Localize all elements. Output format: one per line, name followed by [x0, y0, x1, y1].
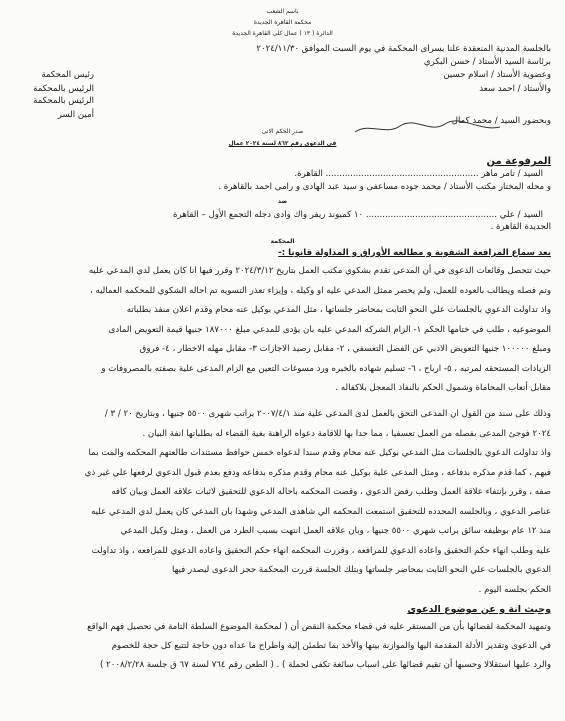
paragraph-line: الدعوي بالجلسات علي النحو الثابت بمحاضر جلساتها وبتلك الجلسة قررت المحكمة حجز الدعوى ليصدر فيها: [171, 565, 551, 575]
secretary-role: أمين السر: [57, 110, 94, 120]
paragraph-line: مقابل أتعاب المحاماة وشمول الحكم بالنفاذ المعجل بلاكفاله .: [335, 383, 551, 393]
paragraph-line: الموضوعيه ، طلب في ختامها الحكم ١- الزام الشركه المدعي عليه بان يؤدى للمدعي مبلغ ١٨٧٠٠٠ جنيها قيمة التعويض المادى: [108, 324, 551, 335]
paragraph-line: وتم فصله ويطالب بالعوده للعمل، ولم يحضر ممثل المدعي عليه او وكيله ، وإيزاء تعذر التسويه تم احاله الشكوي للمحكمه العماليه ،: [89, 285, 551, 296]
subject-heading: وحيث انة و عن موضوع الدعوى: [407, 604, 551, 615]
president-line: برئاسة السيد الأستاذ / حسن البكري: [423, 57, 551, 67]
final-paragraph-line: والرد عليها استقلالا وحسبها أن تقيم قضائها على اسباب سائغة تكفى لحملة ) . ( الطعن رقم ٧٦٤ لسنة ٦٧ ق جلسة ٢٠٠٨/٢/٢٨ ): [100, 660, 551, 670]
plaintiff-line-2: و محله المختار مكتب الأستاذ / محمد جوده مساعفى و سيد عبد الهادى و رامى احمد بالقاهرة .: [218, 182, 551, 192]
member2-role: الرئيس بالمحكمة: [33, 96, 94, 106]
paragraph-line: ومبلغ ١٠٠٠٠٠ جنيها التعويض الادبي عن الفصل التعسفي ، ٢- مقابل رصيد الاجازات ٣- مقابل مهله الاخطار ، ٤- فروق: [139, 344, 551, 354]
paragraph-line: ٢٠٢٤ فوجئ المدعى بفصله من العمل تعسفيا ، مما حدا بها للاقامة دعواه الراهنة بغية القضاء له بطلباتها انفة البيان .: [142, 428, 551, 439]
after-hearing-line: بعد سماع المرافعة الشفوية و مطالعه الأوراق و المداولة قانونا :-: [278, 248, 551, 258]
plaintiff-line-1: السيد / تامر ماهر ........................................................ القاهرة.: [294, 169, 543, 179]
handwritten-signature: [350, 118, 510, 138]
paragraph-line: عناصر الدعوي ، وبالجلسه المحدده للتحقيق استمعت المحكمه الي شاهدى المدعي وشهدا بان المدعي كان يعمل لدي المدعي عليه: [91, 506, 551, 517]
paragraph-line: الزيادات المستحقه لمرتبه ، ٥- ارباح ، ٦- تسليم شهاده بالخبره ورد مسوغات التعين مع الزام المدعى علية بصفته بالمصروفات و: [101, 363, 551, 374]
ruling-heading: صدر الحكم الاتى: [261, 128, 304, 135]
paragraph-line: واذ تداولت الدعوي بالجلسات علي النحو الثابت بمحاضر جلساتها ، مثل المدعي بوكيل عنه محام وقدم اعلان منفذ بطلباته: [126, 305, 551, 315]
secretary-line: وبحضور السيد / محمد كمال: [451, 116, 551, 126]
paragraph-line: فيهم ، كما قدم مذكره بدفاعه ، ومثل المدعى علية بوكيل عنه محام وقدم مذكره بدفاعه ودفع بعدم قبول الدعوي لرفعها علي غير ذي: [84, 467, 551, 478]
final-paragraph-line: في الدعوى وتقدير الأدلة المقدمة اليها والموازنة بينها والأخذ بما تطمئن إلية واطراح ما عداه دون حاجة لتتبع كل حجة للخصوم: [111, 641, 551, 651]
defendant-line-1: السيد / علي ................................................ ١٠ كمبوند ريفر واك وادى دجله التجمع الأول – القاهرة: [172, 210, 543, 220]
paragraph-line: وذلك على سند من القول ان المدعى التحق بالعمل لدى المدعى علية منذ ٢٠٠٧/٤/١ براتب شهرى ٥٥٠٠ جنيها ، وبتاريخ ٢٠ / ٣ /: [104, 409, 551, 419]
final-paragraph-line: وتمهيد المحكمة لقضائها بأن من المستقر عليه في قضاء محكمة النقض أن ( لمحكمة الموضوع السلطة التامة في تحصيل فهم الواقع: [87, 622, 551, 632]
paragraph-line: حيث تتحصل وقائعات الدعوى في أن المدعي تقدم بشكوي مكتب العمل بتاريخ ٢٠٢٤/٣/١٢ وقرر فيها انا كان يعمل لدي المدعي عليه: [88, 266, 551, 276]
paragraph-line: صفه ، وقرر بإنتفاء علاقة العمل وطلب رفض الدعوي ، وقضت المحكمه باحاله الدعوي للتحقيق لاثبات علاقه العمل وبيان كافه: [111, 487, 551, 497]
against-label: ضد: [277, 198, 288, 205]
defendant-line-2: الجديدة القاهرة .: [490, 222, 551, 232]
member1-line: وعضوية الأستاذ / اسلام حسين: [443, 70, 551, 80]
paragraph-line: عليه وطلب انهاء حكم التحقيق واعاده الدعوي للمرافعه ، وقررت المحكمه انهاء حكم التحقيق واعاده الدعوي للمرافعه ، واذ تداولت: [91, 545, 551, 556]
header-line-3: الدائرة ( ١٣ ) عمال كلى القاهرة الجديدة: [232, 30, 333, 37]
member1-role: الرئيس بالمحكمة: [33, 84, 94, 94]
paragraph-line: واذ تداولت الدعوي بالجلسات مثل المدعي بوكيل عنه محام وقدم سندا لدعواه خمس حوافظ مستندات طالعتهم المحكمه والمت بما: [88, 448, 551, 458]
president-role: رئيس المحكمة: [41, 70, 94, 80]
case-title: فى الدعوى رقم ٨٦٢ لسنة ٢٠٢٤ عمال: [228, 141, 337, 147]
member2-line: والأستاذ / احمد سعد: [479, 84, 551, 94]
session-line: بالجلسة المدنية المنعقدة علنا بسراى المحكمة في يوم السبت الموافق ٢٠٢٤/١١/٣٠: [256, 44, 551, 54]
paragraph-line: الحكم بجلسه اليوم .: [478, 584, 551, 595]
header-line-2: محكمة القاهرة الجديدة: [253, 19, 312, 26]
paragraph-line: منذ ١٢ عام بوظيفه سائق براتب شهري ٥٥٠٠ جنيها ، وبان علاقه العمل انتهت بسبب الطرد من العمل ، ومثل وكيل المدعي: [120, 526, 551, 536]
court-heading: المحكمة: [270, 238, 295, 245]
raised-by-heading: المرفوعة من: [486, 156, 551, 167]
header-line-1: باسم الشعب: [266, 8, 299, 15]
